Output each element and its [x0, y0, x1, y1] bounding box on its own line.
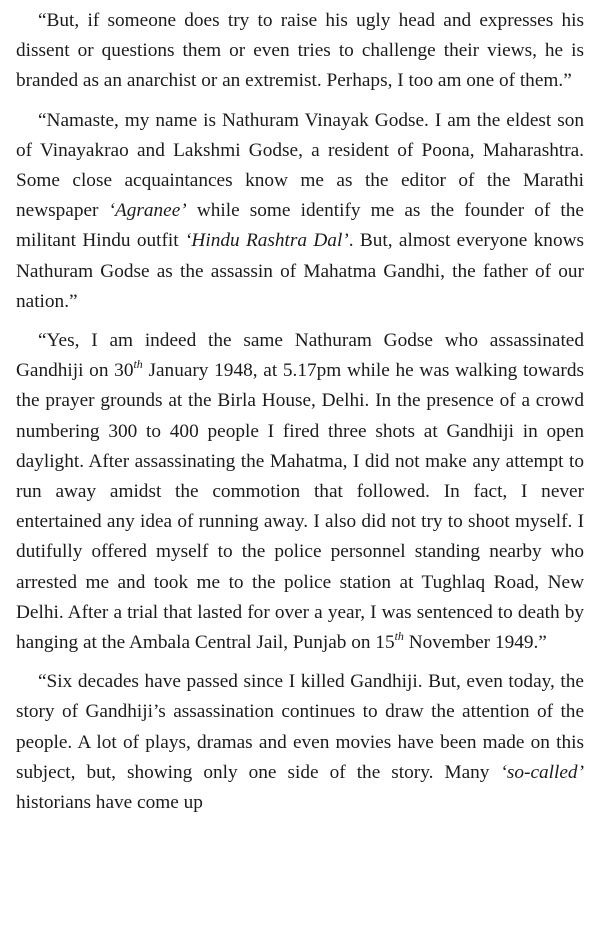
paragraph-1	[16, 6, 584, 97]
paragraph-2	[16, 106, 584, 317]
paragraph-3	[16, 326, 584, 658]
paragraph-3-text-c: November 1949.”	[403, 632, 547, 654]
paragraph-4-text-b: historians have come up	[16, 792, 203, 814]
so-called-italic: ‘so-called’	[500, 761, 584, 783]
paragraph-3-text-a: “Yes, I am indeed the same Nathuram Godse who assassinated Gandhiji on 30	[16, 330, 584, 382]
paragraph-2-text-a: “Namaste, my name is Nathuram Vinayak Godse. I am the eldest son of Vinayakrao and Lakshmi Godse, a resident of Poona, Maharashtra. Some close acquaintances know me as the editor of the Marathi newspaper	[16, 109, 584, 222]
outfit-name-hindu-rashtra-dal: ‘Hindu Rashtra Dal’	[185, 230, 349, 252]
newspaper-title-agranee: ‘Agranee’	[108, 200, 187, 222]
paragraph-2-text-b: while some identify me as the founder of the militant Hindu outfit	[16, 200, 584, 252]
ordinal-suffix-30th: th	[133, 357, 143, 372]
paragraph-3-text-b: January 1948, at 5.17pm while he was walking towards the prayer grounds at the Birla House, Delhi. In the presence of a crowd numbering 300 to 400 people I fired three shots at Gandhiji in open daylight. After assassinating the Mahatma, I did not make any attempt to run away amidst the commotion that followed. In fact, I never entertained any idea of running away. I also did not try to shoot myself. I dutifully offered myself to the police personnel standing nearby who arrested me and took me to the police station at Tughlaq Road, New Delhi. After a trial that lasted for over a year, I was sentenced to death by hanging at the Ambala Central Jail, Punjab on 15	[16, 360, 584, 654]
paragraph-2-text-c: . But, almost everyone knows Nathuram Godse as the assassin of Mahatma Gandhi, the father of our nation.”	[16, 230, 585, 312]
paragraph-4	[16, 667, 584, 818]
book-page	[16, 6, 584, 827]
paragraph-1-text: “But, if someone does try to raise his ugly head and expresses his dissent or questions them or even tries to challenge their views, he is branded as an anarchist or an extremist. Perhaps, I too am one of them.”	[16, 10, 584, 92]
ordinal-suffix-15th: th	[394, 629, 404, 644]
paragraph-4-text-a: “Six decades have passed since I killed Gandhiji. But, even today, the story of Gandhiji’s assassination continues to draw the attention of the people. A lot of plays, dramas and even movies have been made on this subject, but, showing only one side of the story. Many	[16, 671, 584, 783]
